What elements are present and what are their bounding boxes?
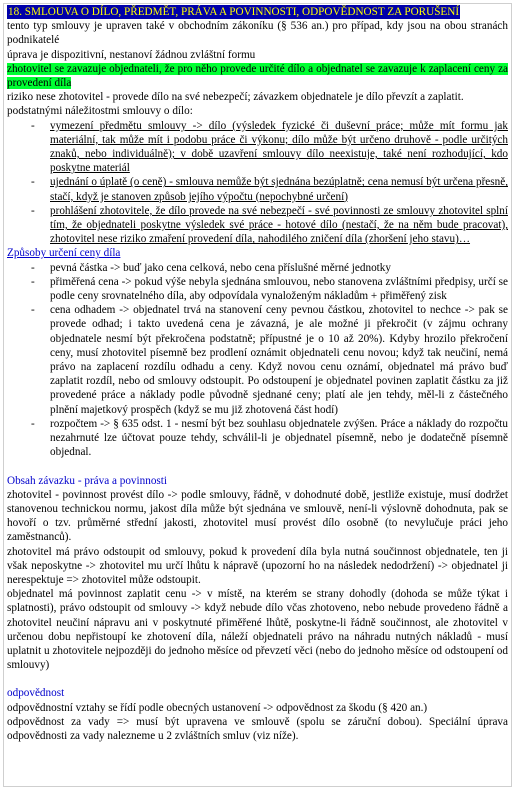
intro-paragraph: riziko nese zhotovitel - provede dílo na své nebezpečí; závazkem objednatele je dílo převzít a zaplatit. <box>7 91 464 104</box>
dash-marker: - <box>31 176 35 189</box>
liability-paragraph: odpovědnost za vady => musí být upravena ve smlouvě (spolu se záruční dobou). Speciální úprava odpovědnosti za vady nalezneme u 2 zvláštních smluv (viz níže). <box>7 715 508 742</box>
dash-marker: - <box>31 261 35 274</box>
spacer <box>7 460 508 474</box>
list-item: - rozpočtem -> § 635 odst. 1 - nesmí být bez souhlasu objednatele zvýšen. Práce a náklady do rozpočtu nezahrnuté lze účtovat pouze tehdy, schválil-li je objednatel písemně, nebo je dodatečně písemně objednal. <box>31 417 508 459</box>
document-page <box>3 3 512 787</box>
price-heading-line <box>7 246 508 260</box>
essentials-list <box>7 119 508 247</box>
list-item: - vymezení předmětu smlouvy -> dílo (výsledek fyzické či duševní práce; může mít formu jak materiální, tak může mít i podobu práce či výkonu; dílo může být určeno druhově - podle určitých znaků, nebo individuálně); v době uzavření smlouvy dílo neexistuje, také není rozhodující, kdo poskytne materiál <box>31 119 508 175</box>
dash-marker: - <box>31 304 35 317</box>
price-list <box>7 261 508 460</box>
spacer <box>7 672 508 686</box>
rights-paragraph: zhotovitel - povinnost provést dílo -> podle smlouvy, řádně, v dohodnuté době, jestliže existuje, musí dodržet stanovenou technickou normu, jakost díla může být sjednána ve smlouvě, není-li výslovně dohodnuta, pak se hovoří o tzv. průměrné střední jakosti, zhotovitel musí provést dílo osobně (to nevylučuje práci jeho zaměstnanců). <box>7 488 508 544</box>
liability-paragraph: odpovědnostní vztahy se řídí podle obecných ustanovení -> odpovědnost za škodu (§ 420 an.) <box>7 701 428 714</box>
dash-marker: - <box>31 119 35 132</box>
list-item: - přiměřená cena -> pokud výše nebyla sjednána smlouvou, nebo stanovena zvláštními předpisy, určí se podle ceny srovnatelného díla, aby odpovídala vynaloženým nákladům + přiměřený zisk <box>31 275 508 303</box>
list-item: - pevná částka -> buď jako cena celková, nebo cena příslušné měrné jednotky <box>31 261 391 274</box>
price-heading-link[interactable]: Způsoby určení ceny díla <box>7 247 121 260</box>
definition-paragraph <box>7 62 508 90</box>
intro-paragraph: podstatnými náležitostmi smlouvy o dílo: <box>7 105 193 118</box>
liability-heading: odpovědnost <box>7 687 65 700</box>
rights-heading: Obsah závazku - práva a povinnosti <box>7 474 167 487</box>
dash-marker: - <box>31 275 35 288</box>
list-item: - prohlášení zhotovitele, že dílo provede na své nebezpečí - své povinnosti ze smlouvy zhotovitel splní tím, že objednateli poskytne výsledek své práce - hotové dílo (nestačí, že na něm bude pracovat), zhotovitel nese riziko zmaření provedení díla, nahodilého zničení díla (zhoršení jeho stavu)… <box>31 204 508 246</box>
dash-marker: - <box>31 204 35 217</box>
definition-highlight: zhotovitel se zavazuje objednateli, že pro něho provede určité dílo a objednatel se zavazuje k zaplacení ceny za provedení díla <box>7 62 508 90</box>
intro-paragraph: úprava je dispozitivní, nestanoví žádnou zvláštní formu <box>7 48 256 61</box>
rights-paragraph: zhotovitel má právo odstoupit od smlouvy, pokud k provedení díla byla nutná součinnost objednatele, ten ji však neposkytne -> zhotovitel mu určí lhůtu k nápravě (upozorní ho na následek nedodržení) -> objednatel ji nerespektuje => zhotovitel může odstoupit. <box>7 545 508 586</box>
intro-paragraph: tento typ smlouvy je upraven také v obchodním zákoníku (§ 536 an.) pro případ, kdy jsou na obou stranách podnikatelé <box>7 20 508 47</box>
list-item: - ujednání o úplatě (o ceně) - smlouva nemůže být sjednána bezúplatně; cena nemusí být určena přesně, stačí, když je stanoven způsob jejího výpočtu (nepochybné určení) <box>31 176 508 203</box>
rights-paragraph: objednatel má povinnost zaplatit cenu -> v místě, na kterém se strany dohodly (dohoda se může týkat i splatnosti), právo odstoupit od smlouvy -> když nebude dílo včas zhotoveno, nebo nebude provedeno řádně a zhotovitel neučiní nápravu ani v poskytnuté přiměřené lhůtě, poskytne-li řádně součinnost, ale zhotovitel v určenou dobu nepřistoupí ke zhotovení díla, náleží objednateli právo na náhradu nutných nákladů - musí uplatnit u zhotovitele nejpozději do jednoho měsíce od převzetí věci (nebo do jednoho měsíce od odstoupení od smlouvy) <box>7 588 508 672</box>
document-title: 18. SMLOUVA O DÍLO, PŘEDMĚT, PRÁVA A POVINNOSTI, ODPOVĚDNOST ZA PORUŠENÍ <box>8 6 460 18</box>
list-item: - cena odhadem -> objednatel trvá na stanovení ceny pevnou částkou, zhotovitel to nechce -> pak se provede odhad; i takto uvedená cena je závazná, je ale možné ji překročit (v zájmu ochrany objednatele nesmí být překročena podstatně; přípustné je o 10 až 20%). Kdyby hrozilo překročení ceny, musí zhotovitel písemně bez prodlení oznámit objednateli cenu novou; když tak neučiní, nemá právo na zaplacení rozdílu odhadu a ceny. Když novou cenu oznámí, objednatel má právo buď zaplatit rozdíl, nebo od smlouvy odstoupit. Po odstoupení je objednatel povinen zaplatit částku za již provedené práce a náklady podle původně sjednané ceny; platí ale jen tehdy, měl-li z částečného plnění majetkový prospěch (když se mu již zhotovená část hodí) <box>31 304 508 416</box>
dash-marker: - <box>31 417 35 430</box>
